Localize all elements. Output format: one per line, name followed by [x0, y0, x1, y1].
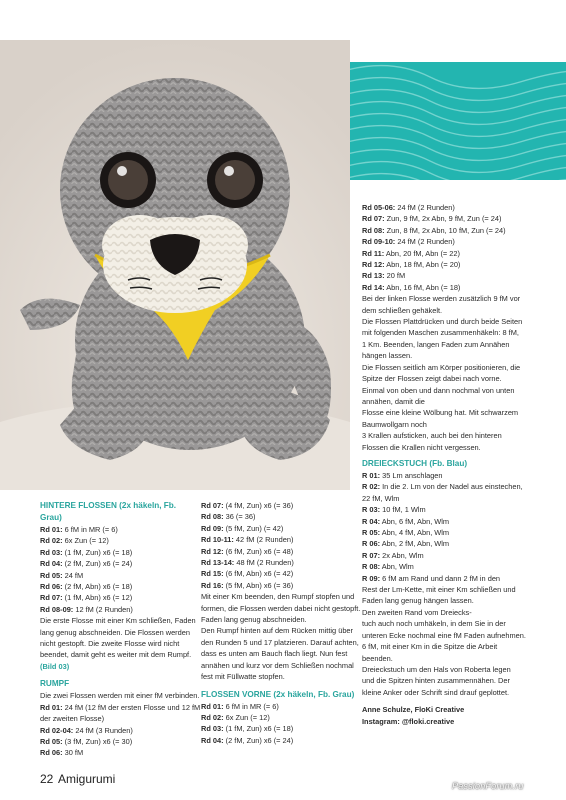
- text-line: [201, 614, 359, 625]
- text-line: [362, 350, 558, 361]
- text-line: [201, 712, 359, 723]
- round-text: Dreieckstuch um den Hals von Roberta legen: [362, 664, 511, 674]
- round-label: Rd 07:: [40, 593, 63, 603]
- round-label: R 07:: [362, 550, 381, 560]
- dreieckstuch-section: [362, 458, 558, 727]
- round-text: (2 fM, Abn) x6 (= 18): [62, 582, 133, 592]
- round-text: tuch auch noch umhäkeln, in dem Sie in der: [362, 619, 506, 629]
- round-label: Rd 04:: [40, 559, 63, 569]
- round-text: nicht gestopft. Die zweite Flosse wird nicht: [40, 639, 180, 649]
- text-line: [362, 407, 558, 418]
- round-text: 1 Km. Beenden, langen Faden zum Annähen: [362, 339, 510, 349]
- round-label: Rd 10-11:: [201, 535, 234, 545]
- text-line: [201, 637, 359, 648]
- round-text: Den Rumpf hinten auf dem Rücken mittig über: [201, 626, 353, 636]
- text-line: [362, 630, 558, 641]
- round-text: Faden lang genug hängen lassen.: [362, 596, 474, 606]
- text-line: [362, 653, 558, 664]
- rumpf-heading: RUMPF: [40, 679, 70, 689]
- round-text: 6 fM in MR (= 6): [62, 525, 118, 534]
- text-line: [201, 557, 359, 568]
- text-line: [362, 396, 558, 407]
- round-text: Den zweiten Rand vom Dreiecks-: [362, 607, 472, 617]
- image-reference: (Bild 03): [40, 661, 70, 671]
- text-line: [40, 690, 198, 701]
- wave-pattern: [350, 62, 566, 180]
- round-label: R 04:: [362, 516, 381, 526]
- text-line: [362, 373, 558, 384]
- text-line: [362, 641, 558, 652]
- round-label: Rd 09:: [201, 523, 224, 533]
- round-label: Rd 07:: [362, 214, 385, 224]
- text-line: [40, 638, 198, 649]
- round-text: Spitze der Flossen zeigt dabei nach vorne.: [362, 374, 502, 384]
- credit-instagram: Instagram: @floki.creative: [362, 716, 455, 726]
- round-label: Rd 08-09:: [40, 604, 74, 614]
- text-line: [362, 225, 558, 236]
- round-text: kleine Anker oder Schrift sind drauf geplottet.: [362, 687, 510, 697]
- round-label: Rd 06:: [40, 582, 63, 592]
- round-label: R 02:: [362, 482, 381, 492]
- text-line: [201, 534, 359, 545]
- text-line: [362, 573, 558, 584]
- text-line: [40, 592, 198, 603]
- text-line: [362, 236, 558, 247]
- round-label: Rd 13:: [362, 271, 385, 281]
- text-line: [362, 481, 558, 492]
- text-line: [40, 627, 198, 638]
- round-text: mit folgenden Maschen zusammenhäkeln: 8 fM,: [362, 328, 519, 338]
- round-text: 10 fM, 1 Wlm: [380, 505, 426, 515]
- round-text: der zweiten Flosse): [40, 714, 105, 724]
- round-text: (3 fM, Zun) x6 (= 30): [62, 736, 133, 746]
- round-text: 6x Zun (= 12): [62, 536, 109, 546]
- round-text: dem schließen gehäkelt.: [362, 305, 443, 315]
- round-label: Rd 14:: [362, 282, 385, 292]
- text-line: [201, 603, 359, 614]
- text-line: [40, 581, 198, 592]
- round-label: Rd 01:: [40, 525, 63, 534]
- round-text: (1 fM, Zun) x6 (= 18): [62, 547, 133, 557]
- text-line: [362, 493, 558, 504]
- text-line: [40, 747, 198, 758]
- round-label: Rd 08:: [201, 512, 224, 522]
- round-label: Rd 11:: [362, 248, 385, 258]
- text-line: [362, 595, 558, 606]
- text-line: [40, 725, 198, 736]
- round-label: Rd 02-04:: [40, 725, 74, 735]
- text-line: [362, 430, 558, 441]
- text-line: [362, 385, 558, 396]
- round-text: 42 fM (2 Runden): [233, 535, 294, 545]
- text-line: [362, 316, 558, 327]
- text-line: [362, 584, 558, 595]
- text-line: [362, 327, 558, 338]
- text-line: [201, 511, 359, 522]
- round-label: Rd 04:: [201, 735, 224, 745]
- text-line: [362, 305, 558, 316]
- text-line: [362, 561, 558, 572]
- text-line: [362, 687, 558, 698]
- text-line: [201, 523, 359, 534]
- text-line: [201, 648, 359, 659]
- round-text: (2 fM, Zun) x6 (= 24): [62, 559, 133, 569]
- round-text: formen, die Flossen werden dabei nicht gestopft.: [201, 603, 361, 613]
- round-text: 24 fM (12 fM der ersten Flosse und 12 fM: [62, 702, 201, 712]
- round-text: 36 (= 36): [223, 512, 256, 522]
- round-label: Rd 09-10:: [362, 237, 396, 247]
- text-line: [201, 660, 359, 671]
- round-text: 6 fM, mit einer Km in die Spitze die Arbeit: [362, 642, 498, 652]
- text-line: [40, 604, 198, 615]
- round-text: beendet, damit geht es weiter mit dem Rumpf.: [40, 650, 192, 660]
- text-line: [362, 362, 558, 373]
- round-text: 24 fM (3 Runden): [73, 725, 133, 735]
- text-line: [40, 535, 198, 546]
- text-line: [362, 538, 558, 549]
- round-text: 6 fM am Rand und dann 2 fM in den: [380, 573, 501, 583]
- round-text: (2 fM, Zun) x6 (= 24): [223, 735, 294, 745]
- round-text: 3 Krallen aufsticken, auch bei den hinteren: [362, 431, 502, 441]
- round-label: Rd 15:: [201, 569, 224, 579]
- text-line: [40, 736, 198, 747]
- round-text: lang genug abschneiden. Die Flossen werden: [40, 627, 190, 637]
- flossen-vorne-heading: FLOSSEN VORNE (2x häkeln, Fb. Grau): [201, 689, 355, 699]
- right-column-text: [362, 202, 558, 453]
- round-text: 35 Lm anschlagen: [380, 471, 443, 480]
- round-label: Rd 02:: [201, 712, 224, 722]
- round-text: (1 fM, Abn) x6 (= 12): [62, 593, 133, 603]
- round-text: Baumwollgarn noch: [362, 419, 427, 429]
- round-label: Rd 12:: [362, 260, 385, 270]
- round-text: (5 fM, Zun) (= 42): [223, 523, 284, 533]
- round-text: Die erste Flosse mit einer Km schließen, Faden: [40, 616, 196, 626]
- round-label: Rd 08:: [362, 225, 385, 235]
- text-line: [201, 671, 359, 682]
- text-line: [40, 702, 201, 713]
- round-label: Rd 06:: [40, 748, 63, 758]
- text-line: [362, 419, 558, 430]
- round-label: R 03:: [362, 505, 381, 515]
- round-text: Abn, 6 fM, Abn, Wlm: [380, 516, 450, 526]
- round-text: 24 fM (2 Runden): [395, 203, 455, 212]
- round-label: R 05:: [362, 528, 381, 538]
- text-line: [40, 570, 198, 581]
- text-line: [40, 649, 198, 660]
- round-label: Rd 05:: [40, 736, 63, 746]
- round-text: Die zwei Flossen werden mit einer fM verbinden.: [40, 691, 200, 701]
- round-text: 6x Zun (= 12): [223, 712, 270, 722]
- text-line: [201, 591, 359, 602]
- round-text: hängen lassen.: [362, 351, 413, 361]
- decorative-wave-block: [350, 62, 566, 180]
- round-label: Rd 07:: [201, 501, 224, 510]
- round-text: Die Flossen Plattdrücken und durch beide Seiten: [362, 317, 523, 327]
- round-label: R 08:: [362, 562, 381, 572]
- round-text: 30 fM: [62, 748, 84, 758]
- text-line: [40, 558, 198, 569]
- round-text: annähen und kurz vor dem Schließen nochmal: [201, 660, 354, 670]
- text-line: [362, 259, 558, 270]
- round-label: Rd 03:: [201, 724, 224, 734]
- round-text: unteren Ecke nochmal eine fM Faden aufnehmen.: [362, 630, 526, 640]
- text-line: [362, 550, 558, 561]
- credit-author: Anne Schulze, FloKi Creative: [362, 705, 465, 715]
- round-text: Mit einer Km beenden, den Rumpf stopfen und: [201, 592, 355, 602]
- left-column: [40, 500, 201, 759]
- text-line: [201, 723, 359, 734]
- text-line: [362, 248, 558, 259]
- round-text: Abn, 18 fM, Abn (= 20): [384, 260, 461, 270]
- round-text: 6 fM in MR (= 6): [223, 701, 279, 711]
- text-line: [362, 213, 558, 224]
- round-text: 2x Abn, Wlm: [380, 550, 424, 560]
- round-label: Rd 01:: [201, 701, 224, 711]
- round-text: beenden.: [362, 653, 393, 663]
- round-text: den Runden 5 und 17 platzieren. Darauf achten,: [201, 637, 359, 647]
- watermark: PassionForum.ru: [452, 781, 524, 791]
- round-label: R 01:: [362, 471, 381, 480]
- text-line: [362, 618, 558, 629]
- round-text: 24 fM (2 Runden): [395, 237, 455, 247]
- text-line: [362, 339, 558, 350]
- round-label: R 09:: [362, 573, 381, 583]
- round-text: dass es unten am Bauch flach liegt. Nun fest: [201, 649, 348, 659]
- text-line: [201, 580, 359, 591]
- round-text: 48 fM (2 Runden): [234, 558, 294, 568]
- round-text: fest mit Füllwatte stopfen.: [201, 672, 285, 682]
- round-label: Rd 02:: [40, 536, 63, 546]
- round-text: Abn, 20 fM, Abn (= 22): [384, 248, 460, 258]
- round-text: Zun, 9 fM, 2x Abn, 9 fM, Zun (= 24): [384, 214, 502, 224]
- text-line: [201, 701, 359, 712]
- round-text: (6 fM, Zun) x6 (= 48): [223, 546, 294, 556]
- text-line: [362, 270, 558, 281]
- round-text: Bei der linken Flosse werden zusätzlich 9 fM vor: [362, 294, 521, 304]
- text-line: [201, 546, 359, 557]
- text-line: [201, 625, 359, 636]
- round-label: Rd 03:: [40, 547, 63, 557]
- round-text: Einmal von oben und dann nochmal von unten: [362, 385, 515, 395]
- text-line: [362, 282, 558, 293]
- text-line: [362, 516, 558, 527]
- round-text: Abn, 4 fM, Abn, Wlm: [380, 528, 450, 538]
- round-text: 24 fM: [62, 570, 84, 580]
- text-line: [362, 470, 558, 481]
- round-text: 20 fM: [384, 271, 406, 281]
- seal-illustration: [0, 40, 350, 490]
- round-text: und die Spitzen hinten zusammennähen. Der: [362, 676, 510, 686]
- text-line: [40, 615, 198, 626]
- round-text: Flossen die Krallen nicht vergessen.: [362, 442, 481, 452]
- seal-photo: [0, 40, 350, 490]
- text-line: [362, 527, 558, 538]
- round-text: Zun, 8 fM, 2x Abn, 10 fM, Zun (= 24): [384, 225, 506, 235]
- round-text: (1 fM, Zun) x6 (= 18): [223, 724, 294, 734]
- round-text: (6 fM, Abn) x6 (= 42): [223, 569, 294, 579]
- round-text: In die 2. Lm von der Nadel aus einstechen,: [380, 482, 523, 492]
- round-label: R 06:: [362, 539, 381, 549]
- text-line: [40, 524, 198, 535]
- text-line: [40, 547, 198, 558]
- round-text: (4 fM, Zun) x6 (= 36): [223, 501, 294, 510]
- round-text: Flosse eine kleine Wölbung hat. Mit schwarzem: [362, 408, 519, 418]
- round-text: Rest der Lm-Kette, mit einer Km schließen und: [362, 585, 516, 595]
- round-text: Die Flossen seitlich am Körper positionieren, die: [362, 362, 521, 372]
- magazine-name: Amigurumi: [58, 772, 116, 786]
- text-line: [362, 607, 558, 618]
- round-label: Rd 05:: [40, 570, 63, 580]
- text-line: [362, 442, 558, 453]
- round-text: (5 fM, Abn) x6 (= 36): [223, 580, 294, 590]
- round-text: annähen, damit die: [362, 396, 425, 406]
- dreieckstuch-heading: DREIECKSTUCH (Fb. Blau): [362, 459, 468, 468]
- text-line: [362, 504, 558, 515]
- round-label: Rd 12:: [201, 546, 224, 556]
- text-line: [201, 500, 359, 511]
- hintere-flossen-heading: HINTERE FLOSSEN (2x häkeln, Fb. Grau): [40, 501, 177, 522]
- round-label: Rd 01:: [40, 702, 63, 712]
- text-line: [201, 735, 359, 746]
- round-label: Rd 13-14:: [201, 558, 235, 568]
- page-number: 22: [40, 772, 54, 786]
- text-line: [40, 713, 198, 724]
- round-label: Rd 16:: [201, 580, 224, 590]
- middle-column: [201, 500, 359, 746]
- round-label: Rd 05-06:: [362, 203, 396, 212]
- round-text: 12 fM (2 Runden): [73, 604, 133, 614]
- round-text: Abn, 16 fM, Abn (= 18): [384, 282, 461, 292]
- text-line: [362, 293, 558, 304]
- round-text: Abn, 2 fM, Abn, Wlm: [380, 539, 450, 549]
- round-text: Faden lang genug abschneiden.: [201, 615, 307, 625]
- text-line: [362, 202, 558, 213]
- text-line: [201, 568, 359, 579]
- text-line: [362, 675, 558, 686]
- round-text: Abn, Wlm: [380, 562, 414, 572]
- text-line: [362, 664, 558, 675]
- round-text: 22 fM, Wlm: [362, 493, 400, 503]
